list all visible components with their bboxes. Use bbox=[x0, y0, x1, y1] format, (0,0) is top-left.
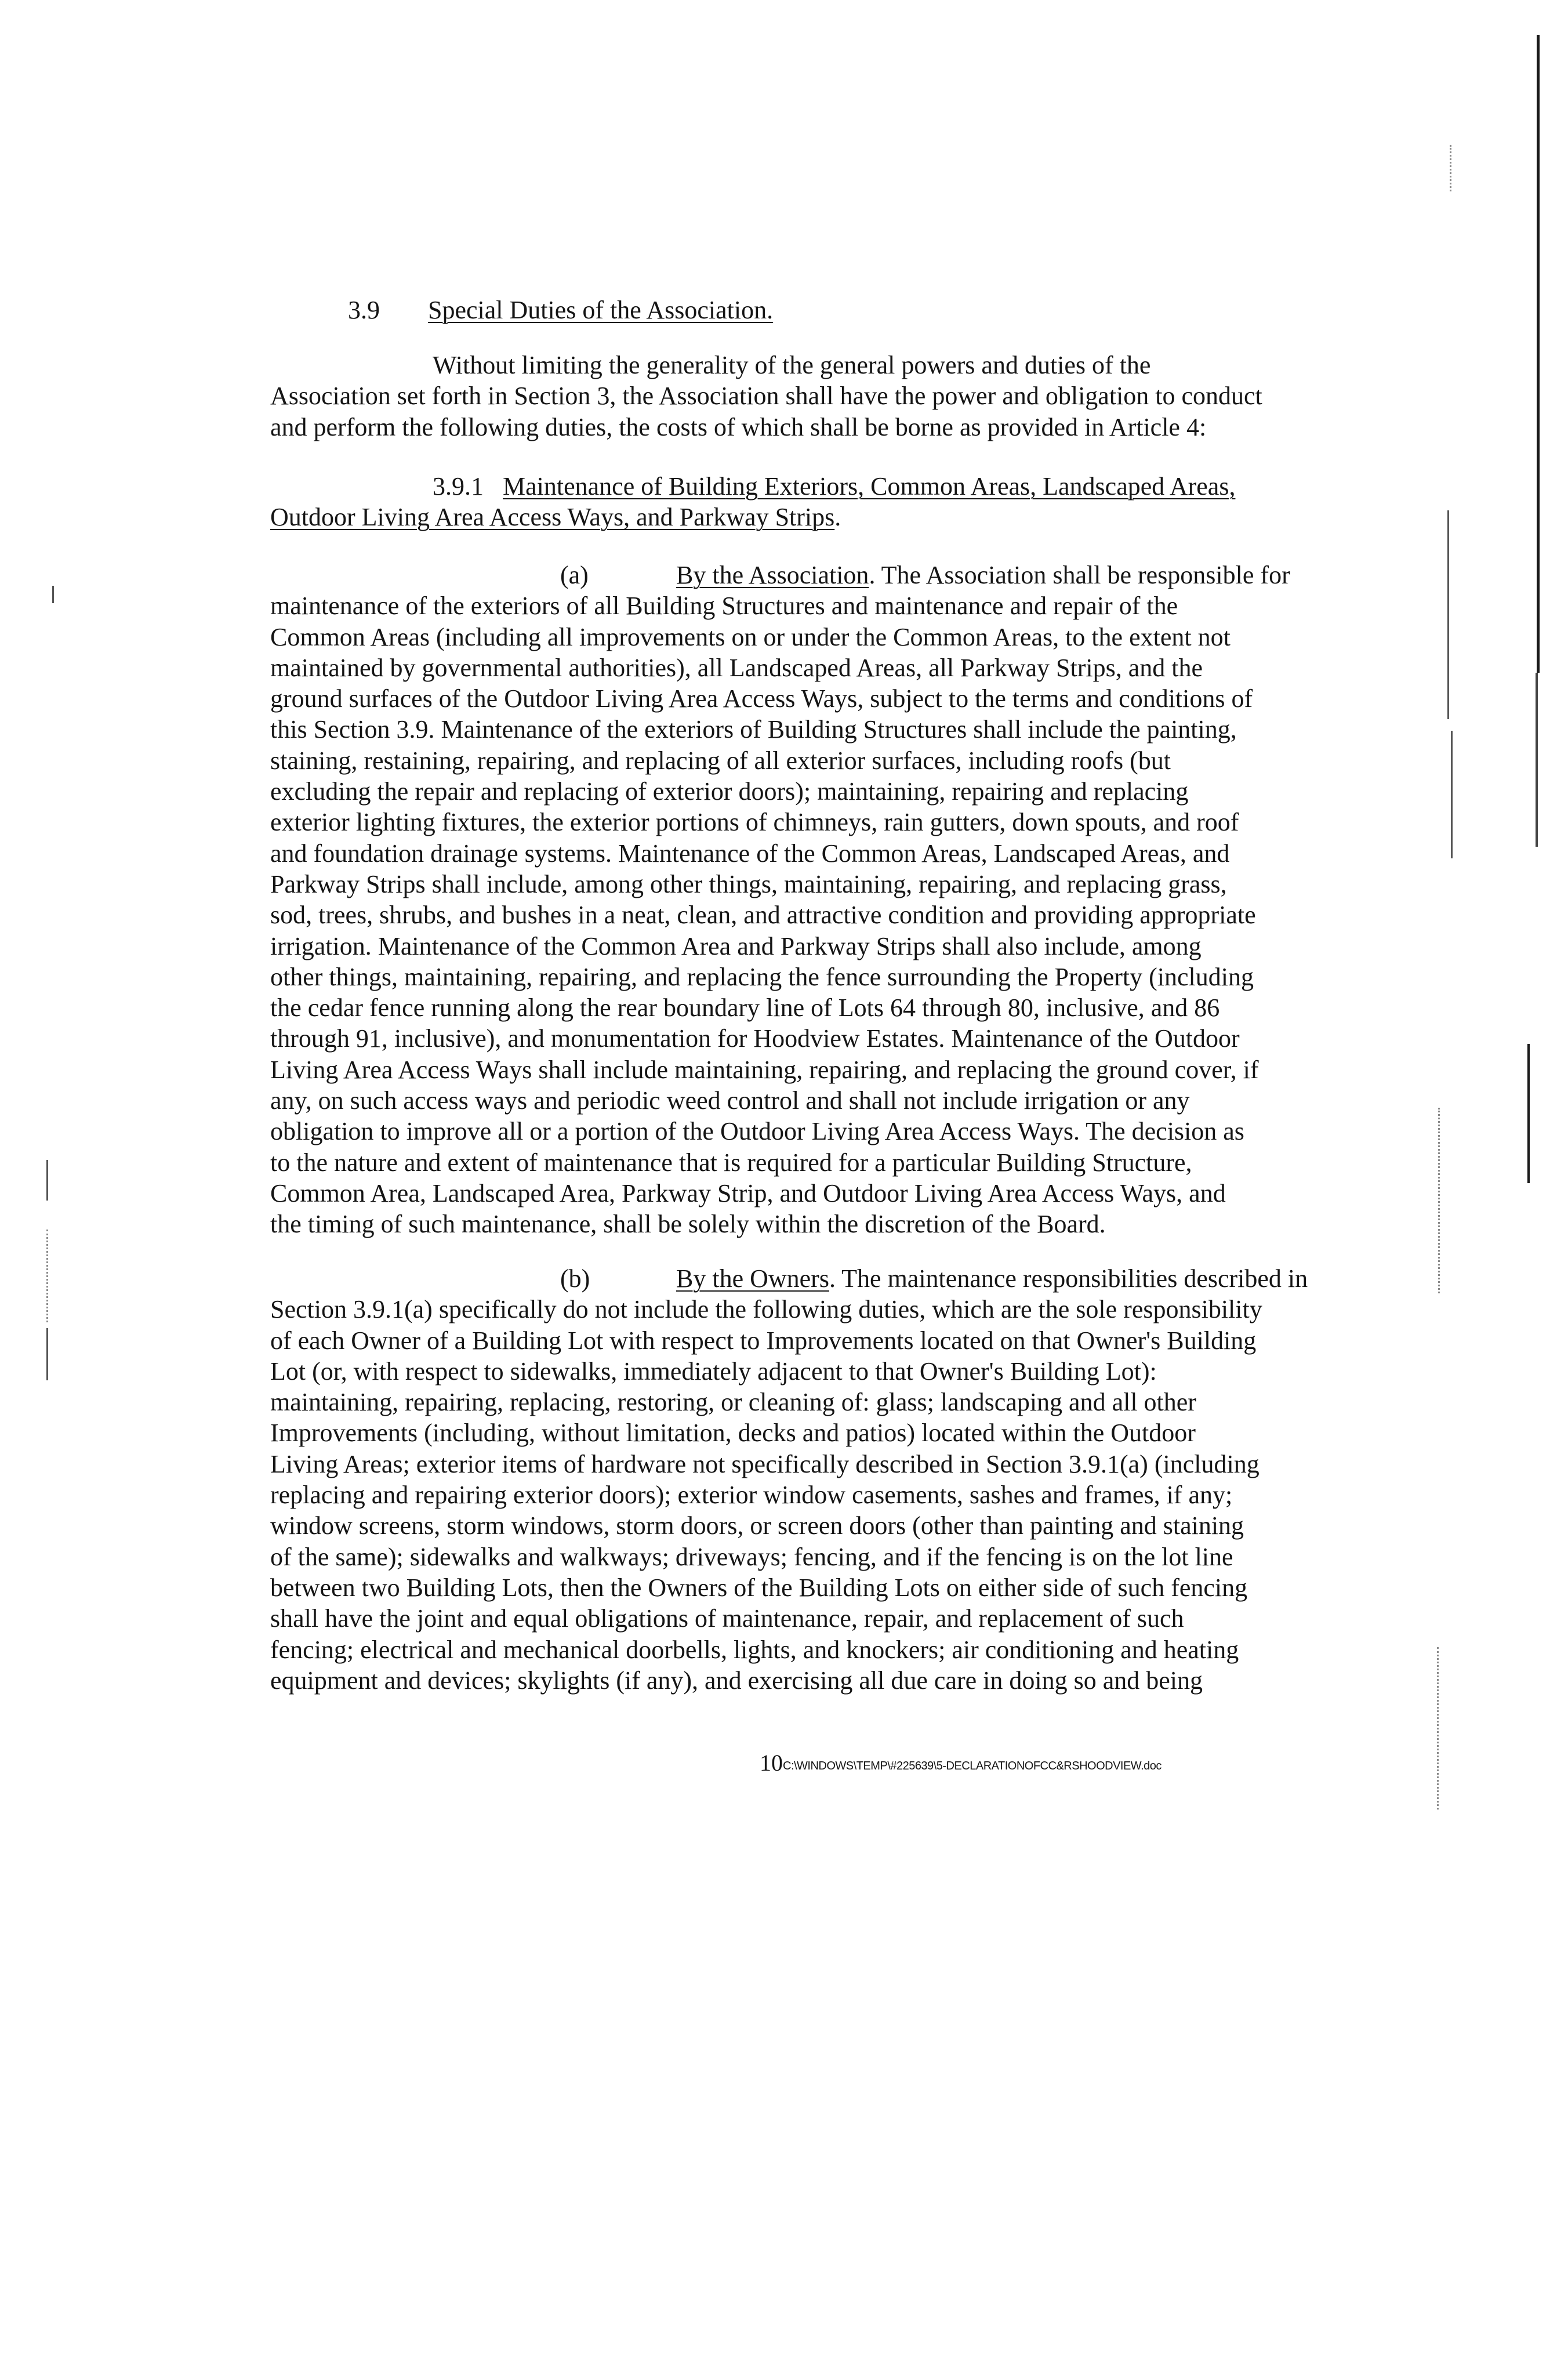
paragraph-a-line: irrigation. Maintenance of the Common Area and Parkway Strips shall also include, among bbox=[270, 931, 1202, 960]
scan-dots bbox=[1437, 1647, 1440, 1809]
paragraph-a-line: the timing of such maintenance, shall be solely within the discretion of the Board. bbox=[270, 1210, 1106, 1239]
paragraph-a-heading: By the Association bbox=[676, 561, 869, 589]
paragraph-a-line: Common Areas (including all improvements on or under the Common Areas, to the extent not bbox=[270, 622, 1231, 651]
paragraph-b-line: equipment and devices; skylights (if any), and exercising all due care in doing so and being bbox=[270, 1666, 1203, 1695]
scan-dots bbox=[1438, 1108, 1442, 1293]
paragraph-a bbox=[270, 560, 1290, 1240]
paragraph-b-line: Living Areas; exterior items of hardware not specifically described in Section 3.9.1(a) (including bbox=[270, 1449, 1260, 1478]
paragraph-b-line: shall have the joint and equal obligations of maintenance, repair, and replacement of such bbox=[270, 1604, 1184, 1633]
intro-line: Without limiting the generality of the general powers and duties of the bbox=[433, 351, 1151, 379]
paragraph-a-line: other things, maintaining, repairing, and replacing the fence surrounding the Property (including bbox=[270, 962, 1254, 991]
paragraph-b-label: (b) bbox=[560, 1264, 590, 1293]
subsection-title-line1: Maintenance of Building Exteriors, Common Areas, Landscaped Areas, bbox=[503, 472, 1236, 501]
paragraph-a-first-line bbox=[270, 560, 1290, 590]
paragraph-a-line: obligation to improve all or a portion of the Outdoor Living Area Access Ways. The decision as bbox=[270, 1117, 1244, 1146]
paragraph-a-line: sod, trees, shrubs, and bushes in a neat, clean, and attractive condition and providing appropriate bbox=[270, 901, 1256, 930]
paragraph-b-line: window screens, storm windows, storm doors, or screen doors (other than painting and staining bbox=[270, 1511, 1244, 1540]
scan-margin-mark bbox=[52, 586, 54, 603]
scan-margin-mark bbox=[46, 1328, 48, 1380]
paragraph-a-line: exterior lighting fixtures, the exterior portions of chimneys, rain gutters, down spouts, and roof bbox=[270, 808, 1239, 837]
subsection-title-end: . bbox=[834, 503, 841, 532]
paragraph-a-line: the cedar fence running along the rear boundary line of Lots 64 through 80, inclusive, and 86 bbox=[270, 993, 1220, 1022]
paragraph-b bbox=[270, 1263, 1308, 1696]
scan-margin-mark bbox=[1527, 1044, 1530, 1183]
intro-paragraph bbox=[270, 350, 1273, 443]
paragraph-b-first-line-rest: . The maintenance responsibilities described in bbox=[829, 1264, 1308, 1293]
paragraph-a-line: Living Area Access Ways shall include maintaining, repairing, and replacing the ground cover, if bbox=[270, 1055, 1259, 1084]
paragraph-a-line: excluding the repair and replacing of exterior doors); maintaining, repairing and replacing bbox=[270, 777, 1189, 806]
subsection-heading-line1 bbox=[270, 471, 1273, 502]
section-heading bbox=[348, 293, 773, 328]
paragraph-a-line: to the nature and extent of maintenance that is required for a particular Building Structure, bbox=[270, 1148, 1192, 1177]
paragraph-b-line: maintaining, repairing, replacing, restoring, or cleaning of: glass; landscaping and all other bbox=[270, 1388, 1196, 1417]
file-path: C:\WINDOWS\TEMP\#225639\5-DECLARATIONOFCC&RSHOODVIEW.doc bbox=[783, 1760, 1162, 1772]
intro-line: Association set forth in Section 3, the Association shall have the power and obligation to conduct bbox=[270, 382, 1262, 411]
paragraph-a-line: staining, restaining, repairing, and replacing of all exterior surfaces, including roofs (but bbox=[270, 746, 1171, 775]
scan-margin-mark bbox=[1451, 731, 1453, 858]
paragraph-a-line: ground surfaces of the Outdoor Living Area Access Ways, subject to the terms and conditions of bbox=[270, 684, 1253, 713]
paragraph-a-line: Parkway Strips shall include, among other things, maintaining, repairing, and replacing grass, bbox=[270, 869, 1227, 898]
paragraph-b-heading: By the Owners bbox=[676, 1264, 829, 1293]
paragraph-b-line: of each Owner of a Building Lot with respect to Improvements located on that Owner's Building bbox=[270, 1326, 1257, 1355]
section-title: Special Duties of the Association. bbox=[428, 296, 774, 324]
paragraph-b-line: Lot (or, with respect to sidewalks, immediately adjacent to that Owner's Building Lot): bbox=[270, 1357, 1157, 1386]
paragraph-a-label: (a) bbox=[560, 561, 589, 589]
paragraph-a-first-line-rest: . The Association shall be responsible for bbox=[869, 561, 1290, 589]
paragraph-a-line: and foundation drainage systems. Maintenance of the Common Areas, Landscaped Areas, and bbox=[270, 839, 1230, 868]
paragraph-a-line: through 91, inclusive), and monumentation for Hoodview Estates. Maintenance of the Outdoor bbox=[270, 1024, 1240, 1053]
paragraph-b-first-line bbox=[270, 1263, 1308, 1294]
scan-margin-mark bbox=[1447, 510, 1449, 719]
scan-dots bbox=[1450, 145, 1453, 191]
paragraph-b-line: between two Building Lots, then the Owners of the Building Lots on either side of such fencing bbox=[270, 1573, 1248, 1602]
paragraph-a-line: this Section 3.9. Maintenance of the exteriors of Building Structures shall include the painting, bbox=[270, 715, 1237, 744]
page-number: 10 bbox=[760, 1750, 783, 1776]
paragraph-b-line: fencing; electrical and mechanical doorbells, lights, and knockers; air conditioning and heating bbox=[270, 1635, 1239, 1664]
paragraph-b-line: replacing and repairing exterior doors); exterior window casements, sashes and frames, if any; bbox=[270, 1481, 1233, 1510]
paragraph-b-line: Improvements (including, without limitation, decks and patios) located within the Outdoor bbox=[270, 1419, 1196, 1448]
paragraph-a-line: Common Area, Landscaped Area, Parkway Strip, and Outdoor Living Area Access Ways, and bbox=[270, 1178, 1226, 1207]
scan-margin-mark bbox=[1537, 35, 1540, 673]
scan-dots bbox=[46, 1230, 50, 1322]
subsection-heading bbox=[270, 471, 1273, 533]
subsection-number: 3.9.1 bbox=[433, 472, 484, 501]
section-number: 3.9 bbox=[348, 296, 380, 324]
paragraph-a-line: maintained by governmental authorities), all Landscaped Areas, all Parkway Strips, and the bbox=[270, 653, 1203, 682]
subsection-heading-line2 bbox=[270, 502, 1273, 532]
paragraph-a-line: maintenance of the exteriors of all Building Structures and maintenance and repair of the bbox=[270, 592, 1178, 621]
scan-margin-mark bbox=[1536, 673, 1538, 847]
scan-margin-mark bbox=[46, 1160, 48, 1201]
paragraph-b-line: Section 3.9.1(a) specifically do not include the following duties, which are the sole responsibility bbox=[270, 1295, 1262, 1324]
paragraph-b-line: of the same); sidewalks and walkways; driveways; fencing, and if the fencing is on the lot line bbox=[270, 1542, 1233, 1571]
page-footer bbox=[760, 1749, 1162, 1780]
intro-line: and perform the following duties, the costs of which shall be borne as provided in Article 4: bbox=[270, 412, 1207, 441]
subsection-title-line2: Outdoor Living Area Access Ways, and Parkway Strips bbox=[270, 503, 835, 532]
paragraph-a-line: any, on such access ways and periodic weed control and shall not include irrigation or any bbox=[270, 1086, 1190, 1115]
